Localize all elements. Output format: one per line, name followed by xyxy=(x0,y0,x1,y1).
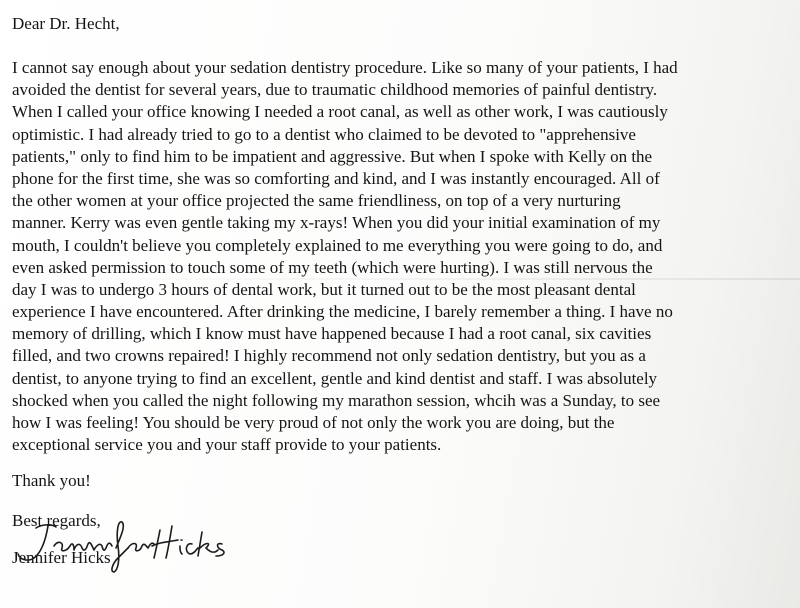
body-line: how I was feeling! You should be very proud of not only the work you are doing, but the xyxy=(12,413,615,432)
body-line: optimistic. I had already tried to go to a dentist who claimed to be devoted to "apprehensive xyxy=(12,124,636,144)
salutation: Dear Dr. Hecht, xyxy=(12,14,120,33)
closing-thanks: Thank you! xyxy=(12,471,91,490)
body-line: mouth, I couldn't believe you completely explained to me everything you were going to do, and xyxy=(12,235,663,255)
letter-body xyxy=(12,57,678,456)
body-line: shocked when you called the night following my marathon session, whcih was a Sunday, to see xyxy=(12,390,661,410)
body-line: even asked permission to touch some of my teeth (which were hurting). I was still nervous the xyxy=(12,257,653,277)
body-line: I cannot say enough about your sedation dentistry procedure. Like so many of your patients, I had xyxy=(12,58,678,77)
body-line: experience I have encountered. After drinking the medicine, I barely remember a thing. I have no xyxy=(12,302,673,322)
body-line: patients," only to find him to be impatient and aggressive. But when I spoke with Kelly on the xyxy=(12,146,653,166)
body-line: the other women at your office projected the same friendliness, on top of a very nurturing xyxy=(12,191,621,211)
body-line: day I was to undergo 3 hours of dental work, but it turned out to be the most pleasant dental xyxy=(12,279,636,299)
body-line: dentist, to anyone trying to find an excellent, gentle and kind dentist and staff. I was absolutely xyxy=(12,368,658,388)
body-line: phone for the first time, she was so comforting and kind, and I was instantly encouraged. All of xyxy=(12,168,660,188)
body-line: When I called your office knowing I needed a root canal, as well as other work, I was cautiously xyxy=(12,102,668,122)
body-line: avoided the dentist for several years, due to traumatic childhood memories of painful dentistry. xyxy=(12,80,658,100)
signer-name: Jennifer Hicks xyxy=(12,548,111,567)
body-line: exceptional service you and your staff provide to your patients. xyxy=(12,435,442,455)
handwritten-signature xyxy=(8,512,258,582)
body-line: filled, and two crowns repaired! I highly recommend not only sedation dentistry, but you as a xyxy=(12,346,646,366)
closing-regards: Best regards, xyxy=(12,511,101,530)
body-line: memory of drilling, which I know must have happened because I had a root canal, six cavities xyxy=(12,324,652,344)
body-line: manner. Kerry was even gentle taking my x-rays! When you did your initial examination of my xyxy=(12,213,661,233)
